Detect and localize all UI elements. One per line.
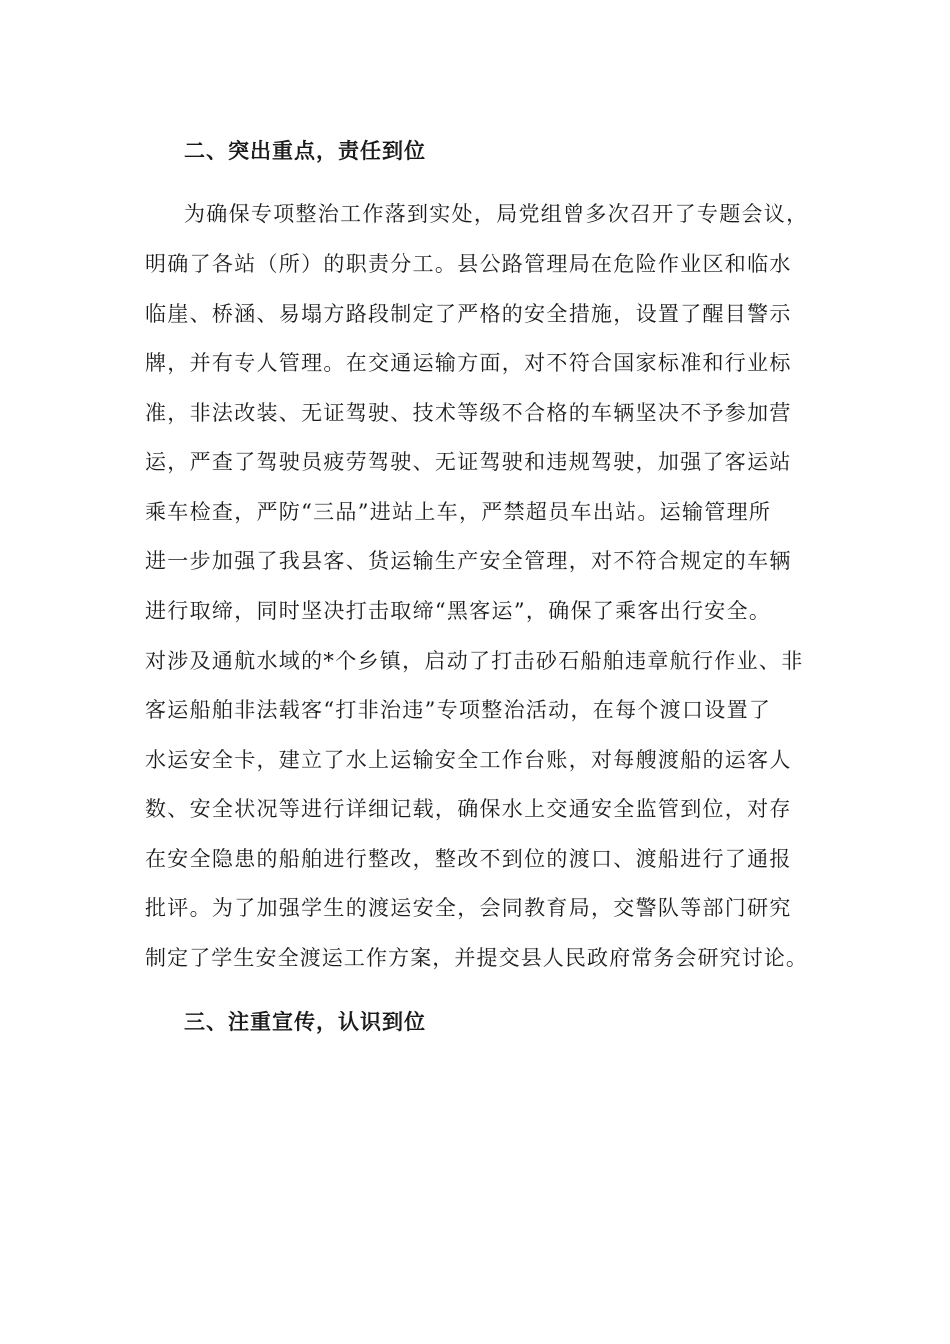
paragraph-line: 为确保专项整治工作落到实处，局党组曾多次召开了专题会议， — [184, 202, 809, 226]
paragraph-line: 数、安全状况等进行详细记载，确保水上交通安全监管到位，对存 — [145, 797, 792, 821]
paragraph-line: 在安全隐患的船舶进行整改，整改不到位的渡口、渡船进行了通报 — [145, 847, 792, 871]
paragraph-line: 临崖、桥涵、易塌方路段制定了严格的安全措施，设置了醒目警示 — [145, 302, 792, 326]
paragraph-line: 运，严查了驾驶员疲劳驾驶、无证驾驶和违规驾驶，加强了客运站 — [145, 450, 792, 474]
paragraph-line: 准，非法改装、无证驾驶、技术等级不合格的车辆坚决不予参加营 — [145, 401, 792, 425]
paragraph-line: 牌，并有专人管理。在交通运输方面，对不符合国家标准和行业标 — [145, 351, 792, 375]
paragraph-line: 进一步加强了我县客、货运输生产安全管理，对不符合规定的车辆 — [145, 549, 792, 573]
paragraph-line: 进行取缔，同时坚决打击取缔“黑客运”，确保了乘客出行安全。 — [145, 599, 772, 623]
paragraph-line: 批评。为了加强学生的渡运安全，会同教育局，交警队等部门研究 — [145, 896, 792, 920]
paragraph-line: 明确了各站（所）的职责分工。县公路管理局在危险作业区和临水 — [145, 252, 792, 276]
paragraph-line: 对涉及通航水域的*个乡镇，启动了打击砂石船舶违章航行作业、非 — [145, 649, 804, 673]
paragraph-line: 制定了学生安全渡运工作方案，并提交县人民政府常务会研究讨论。 — [145, 946, 808, 970]
section-heading-2: 二、突出重点，责任到位 — [184, 139, 426, 163]
section-heading-3: 三、注重宣传，认识到位 — [184, 1010, 426, 1034]
paragraph-line: 乘车检查，严防“三品”进站上车，严禁超员车出站。运输管理所 — [145, 500, 772, 524]
paragraph-line: 客运船舶非法载客“打非治违”专项整治活动，在每个渡口设置了 — [145, 698, 772, 722]
paragraph-line: 水运安全卡，建立了水上运输安全工作台账，对每艘渡船的运客人 — [145, 748, 792, 772]
